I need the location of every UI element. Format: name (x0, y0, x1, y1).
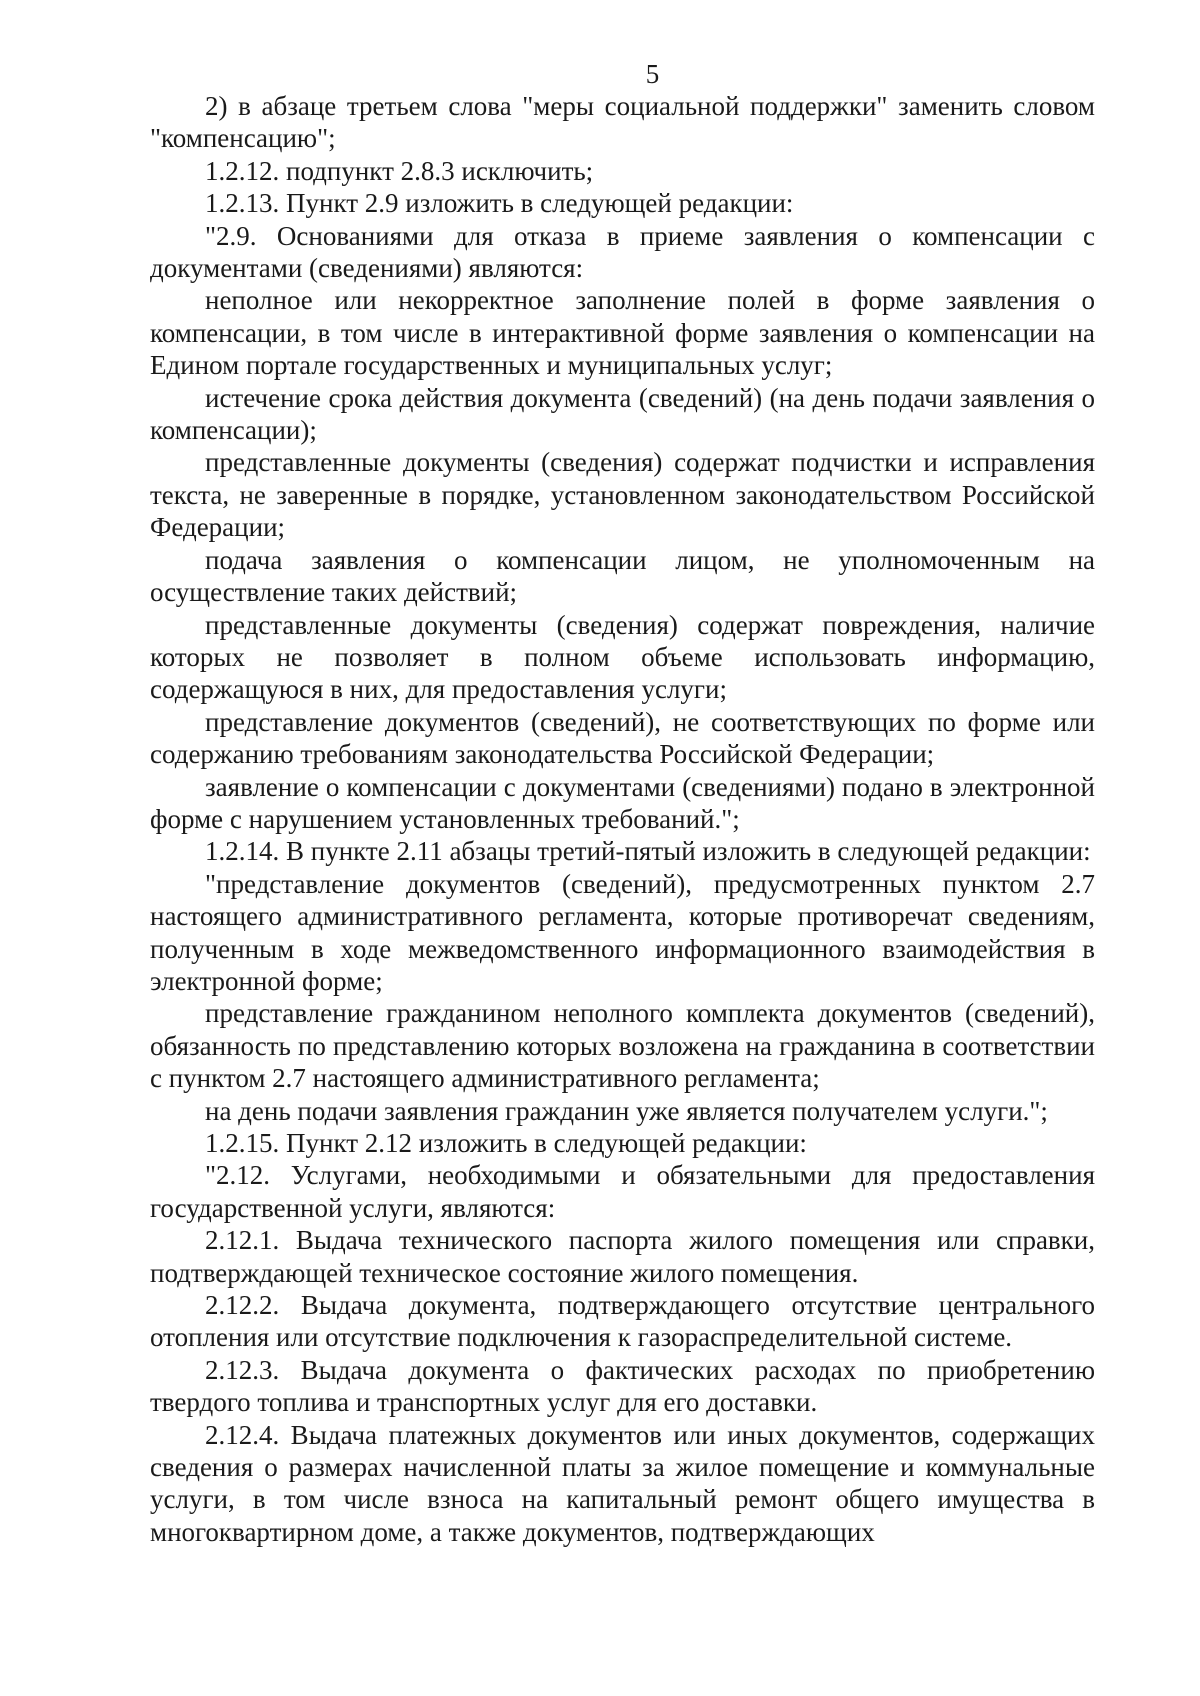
document-page (150, 58, 1095, 1548)
paragraph: 2.12.3. Выдача документа о фактических расходах по приобретению твердого топлива и транспортных услуг для его доставки. (150, 1354, 1095, 1418)
paragraph: 1.2.12. подпункт 2.8.3 исключить; (205, 155, 594, 186)
paragraph: 1.2.15. Пункт 2.12 изложить в следующей редакции: (205, 1128, 807, 1158)
paragraph: "2.12. Услугами, необходимыми и обязательными для предоставления государственной услуги, являются: (150, 1160, 1095, 1223)
paragraph: 2) в абзаце третьем слова "меры социальной поддержки" заменить словом "компенсацию"; (150, 91, 1095, 154)
page-number: 5 (645, 59, 660, 89)
paragraph: представленные документы (сведения) содержат подчистки и исправления текста, не заверенные в порядке, установленном законодательством Российской Федерации; (150, 447, 1095, 543)
paragraph: 2.12.2. Выдача документа, подтверждающего отсутствие центрального отопления или отсутствие подключения к газораспределительной системе. (150, 1290, 1095, 1353)
paragraph: 1.2.13. Пункт 2.9 изложить в следующей редакции: (205, 188, 794, 219)
paragraph: подача заявления о компенсации лицом, не уполномоченным на осуществление таких действий; (150, 544, 1095, 608)
paragraph: "2.9. Основаниями для отказа в приеме заявления о компенсации с документами (сведениями) являются: (150, 220, 1095, 284)
paragraph: представленные документы (сведения) содержат повреждения, наличие которых не позволяет в полном объеме использовать информацию, содержащуюся в них, для предоставления услуги; (150, 609, 1095, 705)
paragraph: неполное или некорректное заполнение полей в форме заявления о компенсации, в том числе в интерактивной форме заявления о компенсации на Едином портале государственных и муниципальных услуг; (150, 285, 1095, 381)
paragraph: истечение срока действия документа (сведений) (на день подачи заявления о компенсации); (150, 382, 1095, 446)
paragraph: представление гражданином неполного комплекта документов (сведений), обязанность по представлению которых возложена на гражданина в соответствии с пунктом 2.7 настоящего административного регламента; (150, 998, 1095, 1094)
paragraph: "представление документов (сведений), предусмотренных пунктом 2.7 настоящего административного регламента, которые противоречат сведениям, полученным в ходе межведомственного информационного взаимодействия в электронной форме; (150, 868, 1095, 996)
paragraph: заявление о компенсации с документами (сведениями) подано в электронной форме с нарушением установленных требований."; (150, 771, 1095, 834)
paragraph: 1.2.14. В пункте 2.11 абзацы третий-пятый изложить в следующей редакции: (205, 836, 1091, 867)
paragraph: 2.12.4. Выдача платежных документов или иных документов, содержащих сведения о размерах начисленной платы за жилое помещение и коммунальные услуги, в том числе взноса на капитальный ремонт общего имущества в многоквартирном доме, а также документов, подтверждающих (150, 1419, 1095, 1547)
paragraph: 2.12.1. Выдача технического паспорта жилого помещения или справки, подтверждающей техническое состояние жилого помещения. (150, 1225, 1095, 1288)
paragraph: на день подачи заявления гражданин уже является получателем услуги."; (205, 1095, 1048, 1126)
paragraph: представление документов (сведений), не соответствующих по форме или содержанию требованиям законодательства Российской Федерации; (150, 706, 1095, 770)
